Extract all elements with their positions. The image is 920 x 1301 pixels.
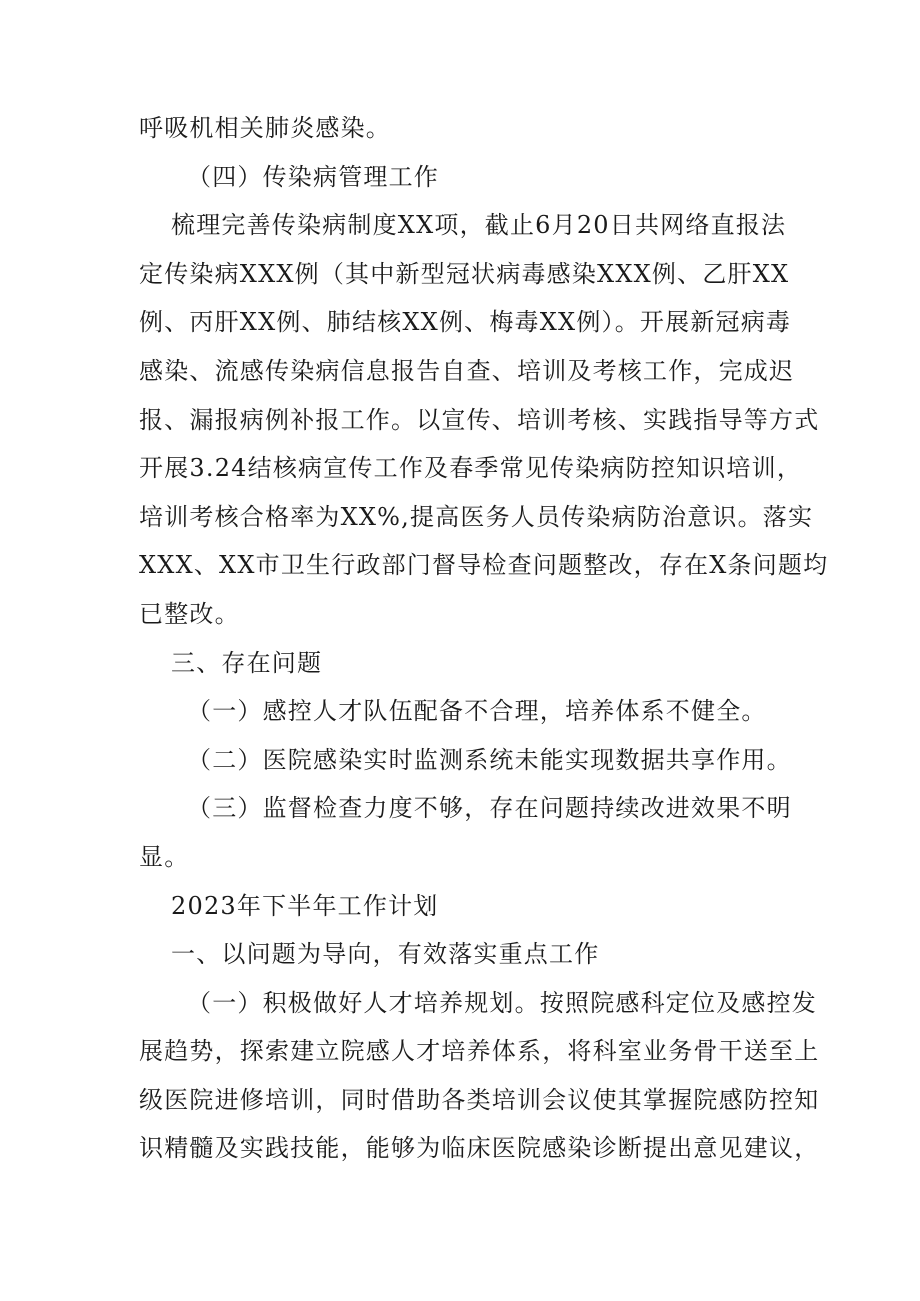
paragraph-line: 报、漏报病例补报工作。以宣传、培训考核、实践指导等方式 [139, 405, 820, 434]
paragraph-line: （一）积极做好人才培养规划。按照院感科定位及感控发 [187, 988, 817, 1017]
paragraph-line: 显。 [139, 842, 190, 871]
paragraph-line: 定传染病XXX例（其中新型冠状病毒感染XXX例、乙肝XX [139, 259, 790, 288]
issue-item: （三）监督检查力度不够，存在问题持续改进效果不明 [187, 794, 792, 823]
paragraph-line: XXX、XX市卫生行政部门督导检查问题整改，存在X条问题均 [139, 551, 829, 580]
paragraph-line: 培训考核合格率为XX%,提高医务人员传染病防治意识。落实 [139, 502, 814, 531]
paragraph-line: 级医院进修培训，同时借助各类培训会议使其掌握院感防控知 [139, 1085, 820, 1114]
paragraph-line: 感染、流感传染病信息报告自查、培训及考核工作，完成迟 [139, 356, 795, 385]
section-heading: （四）传染病管理工作 [187, 162, 439, 191]
section-heading: 一、以问题为导向，有效落实重点工作 [171, 940, 600, 969]
paragraph-line: 展趋势，探索建立院感人才培养体系，将科室业务骨干送至上 [139, 1037, 820, 1066]
issue-item: （二）医院感染实时监测系统未能实现数据共享作用。 [187, 745, 792, 774]
plan-title: 2023年下半年工作计划 [171, 891, 439, 920]
paragraph-line: 呼吸机相关肺炎感染。 [139, 114, 391, 142]
paragraph-line: 开展3.24结核病宣传工作及春季常见传染病防控知识培训， [139, 454, 803, 483]
paragraph-line: 已整改。 [139, 599, 240, 628]
section-heading: 三、存在问题 [171, 648, 323, 677]
document-body [139, 104, 829, 1173]
issue-item: （一）感控人才队伍配备不合理，培养体系不健全。 [187, 697, 767, 726]
paragraph-line: 识精髓及实践技能，能够为临床医院感染诊断提出意见建议， [139, 1134, 820, 1163]
paragraph-line: 梳理完善传染病制度XX项，截止6月20日共网络直报法 [171, 211, 787, 240]
paragraph-line: 例、丙肝XX例、肺结核XX例、梅毒XX例）。开展新冠病毒 [139, 308, 792, 337]
